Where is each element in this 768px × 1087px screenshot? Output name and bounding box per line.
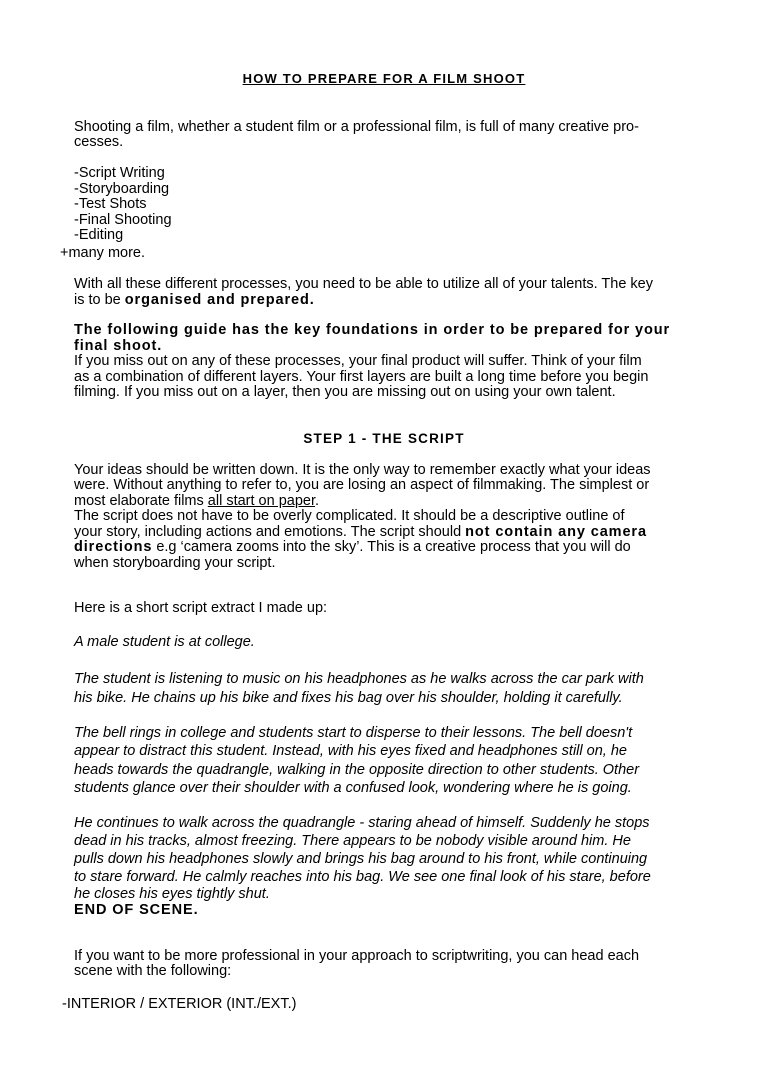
script-extract-line: students glance over their shoulder with a confused look, wondering where he is going. bbox=[74, 780, 632, 796]
script-extract-line: dead in his tracks, almost freezing. There appears to be nobody visible around him. He bbox=[74, 833, 631, 849]
guide-line: as a combination of different layers. Your first layers are built a long time before you begin bbox=[74, 369, 649, 385]
step1-text: e.g ‘camera zooms into the sky’. This is a creative process that you will do bbox=[152, 539, 631, 555]
script-extract-line: his bike. He chains up his bike and fixes his bag over his shoulder, holding it carefully. bbox=[74, 690, 623, 706]
organised-prepared-text: organised and prepared. bbox=[124, 292, 315, 308]
script-extract-line: he closes his eyes tightly shut. bbox=[74, 886, 270, 902]
process-list-item: -Final Shooting bbox=[74, 212, 172, 228]
talents-prefix: is to be bbox=[74, 292, 125, 308]
step1-line: The script does not have to be overly complicated. It should be a descriptive outline of bbox=[74, 508, 625, 524]
guide-heading-line: final shoot. bbox=[74, 338, 163, 354]
guide-line: filming. If you miss out on a layer, then you are missing out on using your own talent. bbox=[74, 384, 616, 400]
step1-heading: STEP 1 - THE SCRIPT bbox=[303, 431, 465, 446]
process-list-item: -Editing bbox=[74, 227, 124, 243]
guide-heading-line: The following guide has the key foundations in order to be prepared for your bbox=[74, 322, 671, 338]
camera-directions-bold: directions bbox=[74, 539, 153, 555]
step1-line: were. Without anything to refer to, you are losing an aspect of filmmaking. The simplest or bbox=[74, 477, 650, 493]
script-extract-line: The bell rings in college and students start to disperse to their lessons. The bell doesn't bbox=[74, 725, 633, 741]
script-extract-line: appear to distract this student. Instead, with his eyes fixed and headphones still on, he bbox=[74, 743, 627, 759]
step1-text: your story, including actions and emotions. The script should bbox=[74, 524, 466, 540]
step1-line bbox=[74, 493, 319, 509]
step1-line bbox=[74, 539, 631, 555]
extract-intro: Here is a short script extract I made up: bbox=[74, 600, 328, 616]
end-of-scene: END OF SCENE. bbox=[74, 902, 199, 918]
process-list-item: -Storyboarding bbox=[74, 181, 170, 197]
scene-heading-item: -INTERIOR / EXTERIOR (INT./EXT.) bbox=[62, 996, 297, 1012]
script-extract-line: A male student is at college. bbox=[74, 634, 255, 650]
camera-directions-bold: not contain any camera bbox=[465, 524, 647, 540]
intro-line: cesses. bbox=[74, 134, 124, 150]
script-extract-line: heads towards the quadrangle, walking in the opposite direction to other students. Other bbox=[74, 762, 640, 778]
process-list-item: -Test Shots bbox=[74, 196, 147, 212]
many-more-line: +many more. bbox=[60, 245, 146, 261]
talents-line: With all these different processes, you need to be able to utilize all of your talents. The key bbox=[74, 276, 653, 292]
page-title: HOW TO PREPARE FOR A FILM SHOOT bbox=[242, 71, 526, 86]
step1-text: . bbox=[315, 493, 320, 509]
script-extract-line: He continues to walk across the quadrangle - staring ahead of himself. Suddenly he stops bbox=[74, 815, 650, 831]
script-extract-line: pulls down his headphones slowly and brings his bag around to his front, while continuing bbox=[74, 851, 648, 867]
professional-line: If you want to be more professional in your approach to scriptwriting, you can head each bbox=[74, 948, 640, 964]
step1-text: most elaborate films bbox=[74, 493, 208, 509]
professional-line: scene with the following: bbox=[74, 963, 232, 979]
guide-line: If you miss out on any of these processes, your final product will suffer. Think of your film bbox=[74, 353, 642, 369]
step1-line: Your ideas should be written down. It is the only way to remember exactly what your ideas bbox=[74, 462, 651, 478]
step1-line bbox=[74, 524, 647, 540]
process-list-item: -Script Writing bbox=[74, 165, 165, 181]
step1-line: when storyboarding your script. bbox=[74, 555, 276, 571]
intro-line: Shooting a film, whether a student film or a professional film, is full of many creative pro- bbox=[74, 119, 639, 135]
script-extract-line: to stare forward. He calmly reaches into his bag. We see one final look of his stare, before bbox=[74, 869, 651, 885]
start-on-paper-text: all start on paper bbox=[207, 493, 315, 509]
script-extract-line: The student is listening to music on his headphones as he walks across the car park with bbox=[74, 671, 644, 687]
talents-line bbox=[74, 292, 315, 308]
